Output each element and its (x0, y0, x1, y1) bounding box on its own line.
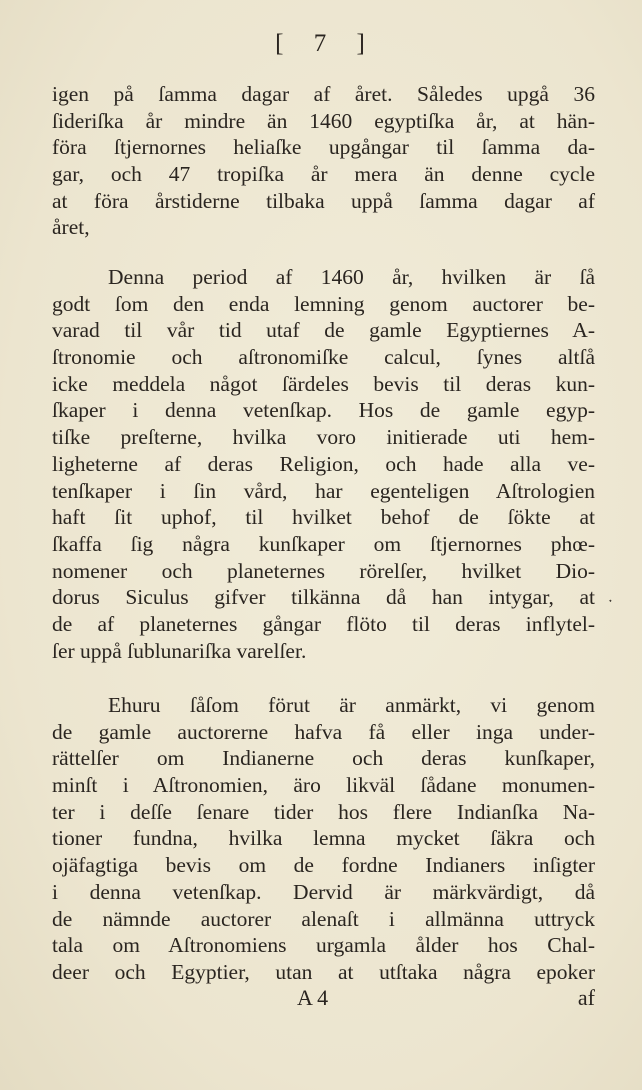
text-line: de af planeternes gångar flöto til deras inflytel- (52, 611, 595, 636)
text-line: i denna vetenſkap. Dervid är märkvärdigt, då (52, 879, 595, 904)
text-line: de nämnde auctorer alenaſt i allmänna uttryck (52, 906, 595, 931)
text-line: ſideriſka år mindre än 1460 egyptiſka år, at hän- (52, 108, 595, 133)
paragraph-1 (52, 81, 595, 241)
bracket-open: [ (275, 30, 286, 57)
text-line: icke meddela något ſärdeles bevis til deras kun- (52, 371, 595, 396)
text-line: föra ſtjernornes heliaſke upgångar til ſamma da- (52, 135, 595, 160)
text-line: tala om Aſtronomiens urgamla ålder hos Chal- (52, 933, 595, 958)
text-line: godt ſom den enda lemning genom auctorer be- (52, 291, 595, 316)
text-line: tiſke preſterne, hvilka voro initierade uti hem- (52, 425, 595, 450)
text-line: nomener och planeternes rörelſer, hvilket Dio- (52, 558, 595, 583)
text-line: Ehuru ſåſom förut är anmärkt, vi genom (108, 693, 595, 717)
text-line: ſtronomie och aſtronomiſke calcul, ſynes altſå (52, 345, 595, 370)
text-line: ſkaper i denna vetenſkap. Hos de gamle egyp- (52, 398, 595, 423)
text-line: igen på ſamma dagar af året. Således upgå 36 (52, 82, 595, 106)
paragraph-2 (52, 264, 595, 664)
text-line: varad til vår tid utaf de gamle Egyptiernes A- (52, 318, 595, 343)
catchword: af (577, 985, 595, 1010)
page-number: 7 (313, 30, 329, 57)
text-line: deer och Egyptier, utan at utſtaka några epoker (52, 959, 595, 984)
text-line: tenſkaper i ſin vård, har egenteligen Aſtrologien (52, 478, 595, 503)
text-line: rättelſer om Indianerne och deras kunſkaper, (52, 746, 595, 771)
paragraph-3 (52, 692, 595, 986)
text-line: Denna period af 1460 år, hvilken är ſå (108, 265, 595, 289)
text-line: tioner fundna, hvilka lemna mycket ſäkra och (52, 826, 595, 851)
page-header (0, 30, 642, 58)
text-line: minſt i Aſtronomien, äro likväl ſådane monumen- (52, 773, 595, 798)
margin-mark: ˖ (608, 592, 613, 607)
text-line: ſer uppå ſublunariſka varelſer. (52, 638, 307, 663)
text-line: gar, och 47 tropiſka år mera än denne cycle (52, 162, 595, 187)
text-line: dorus Siculus gifver tilkänna då han intygar, at (52, 585, 595, 610)
text-line: året, (52, 215, 90, 240)
text-line: ter i deſſe ſenare tider hos flere Indianſka Na- (52, 799, 595, 824)
signature-mark: A 4 (297, 985, 329, 1010)
text-line: haft ſit uphof, til hvilket behof de ſökte at (52, 505, 595, 530)
text-line: ojäfagtiga bevis om de fordne Indianers inſigter (52, 853, 595, 878)
text-line: de gamle auctorerne hafva få eller inga under- (52, 719, 595, 744)
bracket-close: ] (356, 30, 367, 57)
text-line: ſkaffa ſig några kunſkaper om ſtjernornes phœ- (52, 531, 595, 556)
text-line: ligheterne af deras Religion, och hade alla ve- (52, 451, 595, 476)
text-line: at föra årstiderne tilbaka uppå ſamma dagar af (52, 188, 595, 213)
